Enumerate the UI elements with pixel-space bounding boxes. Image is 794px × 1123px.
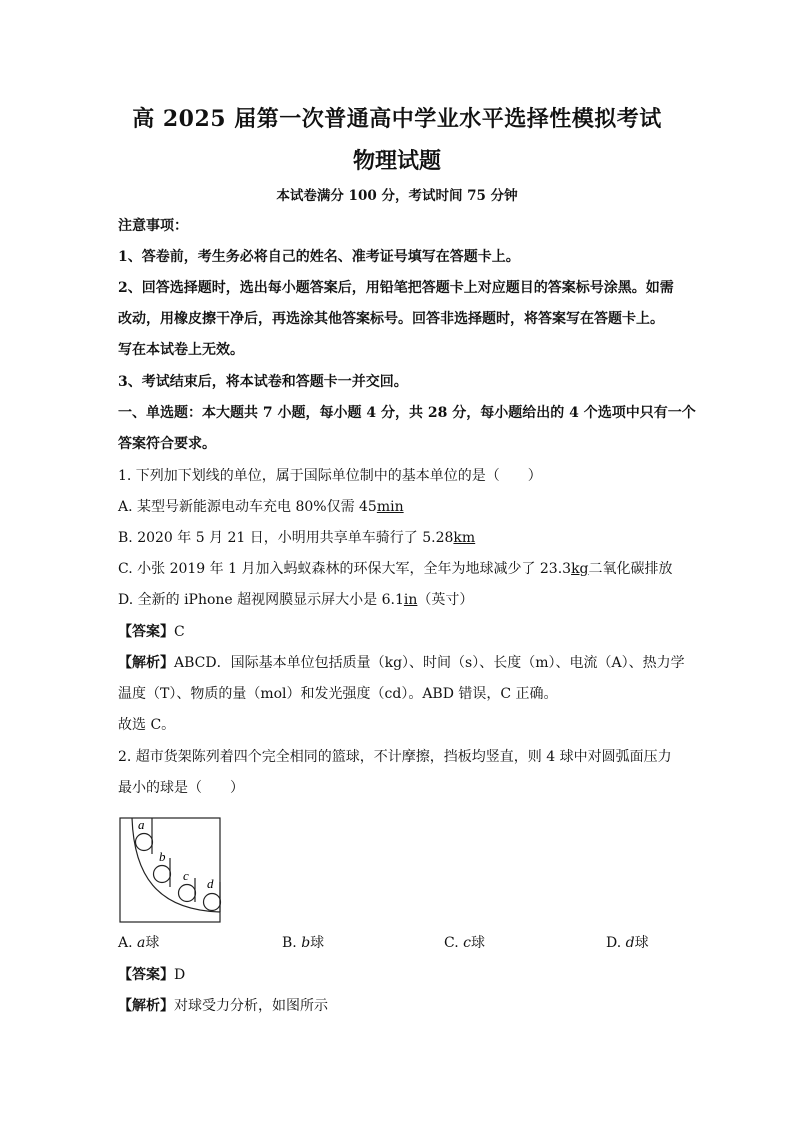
option-a-variable: a xyxy=(137,935,146,951)
question-2-option-b xyxy=(282,933,324,953)
question-1-answer xyxy=(118,622,688,642)
page-title: 高 2025 届第一次普通高中学业水平选择性模拟考试 xyxy=(132,106,662,132)
question-2-stem-line-1: 2. 超市货架陈列着四个完全相同的篮球，不计摩擦，挡板均竖直，则 4 球中对圆弧面压力 xyxy=(118,749,672,765)
question-2-answer xyxy=(118,965,688,985)
option-b-suffix: 球 xyxy=(310,935,325,951)
label-d: d xyxy=(207,876,214,891)
shelf-basketball-figure xyxy=(116,812,226,928)
answer-value: D xyxy=(174,967,186,983)
question-1-option-b xyxy=(118,528,688,548)
label-b: b xyxy=(159,849,166,864)
question-2-stem-line-2: 最小的球是（ ） xyxy=(118,780,244,796)
question-1-option-a xyxy=(118,497,688,517)
answer-tag: 【答案】 xyxy=(118,967,174,983)
question-1-stem: 1. 下列加下划线的单位，属于国际单位制中的基本单位的是（ ） xyxy=(118,468,542,484)
notice-item-2-line-3: 写在本试卷上无效。 xyxy=(118,342,244,358)
section-heading-line-2: 答案符合要求。 xyxy=(118,436,216,452)
option-c-text-after: 二氧化碳排放 xyxy=(588,561,673,577)
option-a-suffix: 球 xyxy=(145,935,160,951)
answer-value: C xyxy=(174,624,185,640)
question-2-option-d xyxy=(606,933,649,953)
option-b-underlined-unit: km xyxy=(453,530,476,546)
ball-c xyxy=(179,885,196,902)
option-c-suffix: 球 xyxy=(470,935,485,951)
notice-item-1: 1、答卷前，考生务必将自己的姓名、准考证号填写在答题卡上。 xyxy=(118,249,520,265)
option-c-prefix: C. xyxy=(444,935,464,951)
option-d-suffix: 球 xyxy=(634,935,649,951)
label-c: c xyxy=(183,868,189,883)
question-1-conclusion: 故选 C。 xyxy=(118,717,176,733)
option-a-text: A. 某型号新能源电动车充电 80%仅需 45 xyxy=(118,499,377,515)
option-b-prefix: B. xyxy=(282,935,302,951)
page-subtitle: 物理试题 xyxy=(352,148,441,174)
section-heading-line-1: 一、单选题：本大题共 7 小题，每小题 4 分，共 28 分，每小题给出的 4 个选项中只有一个 xyxy=(118,405,696,421)
option-d-variable: d xyxy=(625,935,635,951)
arc-surface xyxy=(132,818,220,912)
ball-b xyxy=(154,866,171,883)
label-a: a xyxy=(138,817,145,832)
question-1-option-c xyxy=(118,559,688,579)
option-d-prefix: D. xyxy=(606,935,626,951)
exam-info: 本试卷满分 100 分，考试时间 75 分钟 xyxy=(276,188,518,204)
analysis-tag: 【解析】 xyxy=(118,655,174,671)
analysis-text: 对球受力分析，如图所示 xyxy=(174,998,328,1014)
question-2-option-c xyxy=(444,933,485,953)
option-a-underlined-unit: min xyxy=(376,499,404,515)
notice-item-3: 3、考试结束后，将本试卷和答题卡一并交回。 xyxy=(118,374,408,390)
notice-item-2-line-2: 改动，用橡皮擦干净后，再选涂其他答案标号。回答非选择题时，将答案写在答题卡上。 xyxy=(118,311,664,327)
notice-heading: 注意事项： xyxy=(118,218,188,234)
notice-item-2-line-1: 2、回答选择题时，选出每小题答案后，用铅笔把答题卡上对应题目的答案标号涂黑。如需 xyxy=(118,280,674,296)
option-c-text: C. 小张 2019 年 1 月加入蚂蚁森林的环保大军，全年为地球减少了 23.3 xyxy=(118,561,572,577)
option-c-underlined-unit: kg xyxy=(571,561,589,577)
option-d-text-after: （英寸） xyxy=(417,592,474,608)
ball-d xyxy=(204,894,221,911)
analysis-tag: 【解析】 xyxy=(118,998,174,1014)
question-1-analysis-line-1 xyxy=(118,653,688,673)
question-2-option-a xyxy=(118,933,159,953)
question-1-option-d xyxy=(118,590,688,610)
option-d-text: D. 全新的 iPhone 超视网膜显示屏大小是 6.1 xyxy=(118,592,404,608)
answer-tag: 【答案】 xyxy=(118,624,174,640)
option-a-prefix: A. xyxy=(118,935,138,951)
option-b-variable: b xyxy=(301,935,311,951)
question-1-analysis-line-2: 温度（T）、物质的量（mol）和发光强度（cd）。ABD 错误，C 正确。 xyxy=(118,686,558,702)
option-c-variable: c xyxy=(463,935,471,951)
question-2-analysis xyxy=(118,996,688,1016)
analysis-text: ABCD．国际基本单位包括质量（kg）、时间（s）、长度（m）、电流（A）、热力学 xyxy=(174,655,685,671)
option-d-underlined-unit: in xyxy=(403,592,418,608)
option-b-text: B. 2020 年 5 月 21 日，小明用共享单车骑行了 5.28 xyxy=(118,530,454,546)
ball-a xyxy=(136,834,153,851)
